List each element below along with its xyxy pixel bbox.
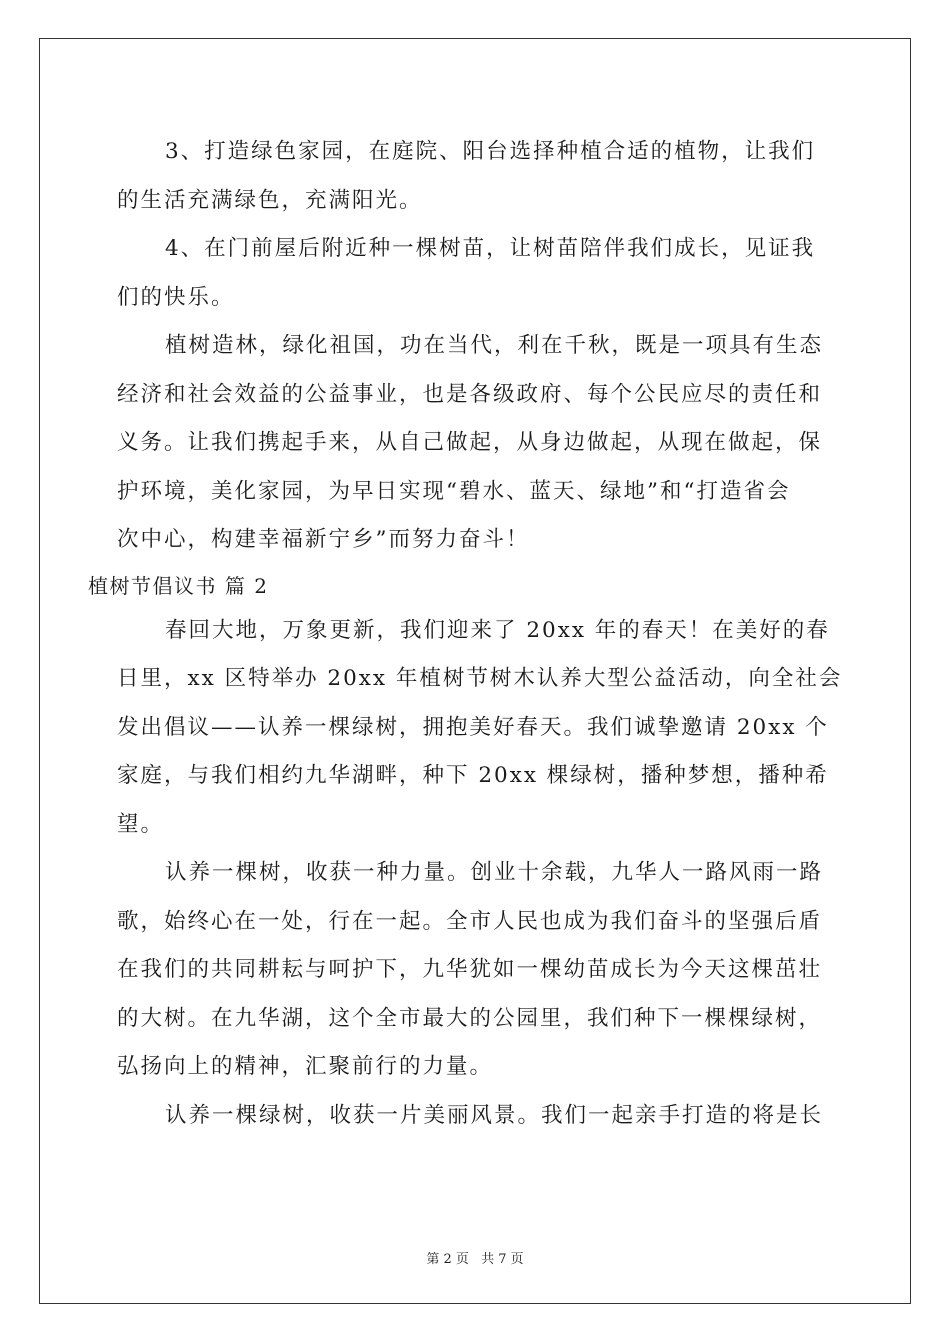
paragraph-line: 望。: [117, 811, 165, 837]
paragraph-line: 经济和社会效益的公益事业，也是各级政府、每个公民应尽的责任和: [117, 381, 823, 407]
paragraph-line: 义务。让我们携起手来，从自己做起，从身边做起，从现在做起，保: [117, 430, 823, 455]
paragraph-line: 春回大地，万象更新，我们迎来了 20xx 年的春天！在美好的春: [165, 617, 830, 643]
document-body: [88, 128, 843, 1140]
paragraph-line: 认养一棵绿树，收获一片美丽风景。我们一起亲手打造的将是长: [165, 1102, 824, 1128]
paragraph-line: 4、在门前屋后附近种一棵树苗，让树苗陪伴我们成长，见证我: [165, 236, 816, 261]
paragraph-line: 次中心，构建幸福新宁乡”而努力奋斗！: [117, 527, 530, 552]
paragraph-line: 日里，xx 区特举办 20xx 年植树节树木认养大型公益活动，向全社会: [117, 666, 843, 691]
paragraph-line: 歌，始终心在一处，行在一起。全市人民也成为我们奋斗的坚强后盾: [117, 908, 823, 934]
paragraph-line: 发出倡议——认养一棵绿树，拥抱美好春天。我们诚挚邀请 20xx 个: [117, 714, 829, 740]
paragraph-line: 3、打造绿色家园，在庭院、阳台选择种植合适的植物，让我们: [165, 139, 816, 164]
paragraph-line: 的生活充满绿色，充满阳光。: [117, 187, 423, 213]
paragraph-line: 认养一棵树，收获一种力量。创业十余载，九华人一路风雨一路: [165, 860, 824, 885]
page-number: 第 2 页: [426, 1252, 469, 1267]
paragraph-line: 植树造林，绿化祖国，功在当代，利在千秋，既是一项具有生态: [165, 333, 824, 358]
paragraph-line: 的大树。在九华湖，这个全市最大的公园里，我们种下一棵棵绿树，: [117, 1005, 823, 1031]
paragraph-line: 护环境，美化家园，为早日实现“碧水、蓝天、绿地”和“打造省会: [117, 478, 791, 504]
paragraph-line: 们的快乐。: [117, 284, 235, 310]
page-total: 共 7 页: [481, 1252, 524, 1267]
section-heading: 植树节倡议书 篇 2: [88, 573, 269, 598]
paragraph-line: 弘扬向上的精神，汇聚前行的力量。: [117, 1054, 494, 1079]
paragraph-line: 在我们的共同耕耘与呵护下，九华犹如一棵幼苗成长为今天这棵茁壮: [117, 957, 823, 982]
page-footer: [0, 1248, 950, 1267]
paragraph-line: 家庭，与我们相约九华湖畔，种下 20xx 棵绿树，播种梦想，播种希: [117, 763, 829, 788]
